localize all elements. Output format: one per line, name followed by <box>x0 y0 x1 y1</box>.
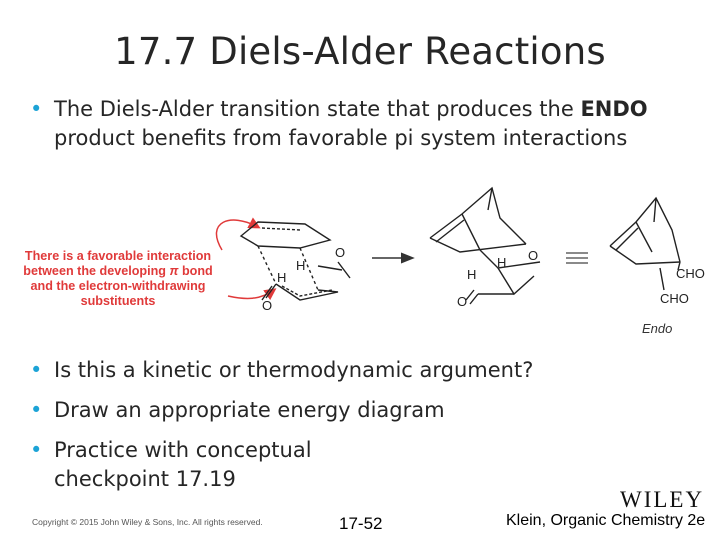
footer-copyright: Copyright © 2015 John Wiley & Sons, Inc. All rights reserved. <box>32 517 263 527</box>
endo-product-structure <box>610 198 680 290</box>
ts-h-upper-label: H <box>296 258 306 273</box>
callout-text: bond <box>178 264 213 278</box>
ts-h-lower-label: H <box>277 270 287 285</box>
callout-text: between the developing <box>23 264 170 278</box>
bullet-dot-icon: • <box>30 358 43 382</box>
page-number: 17-52 <box>339 514 383 533</box>
int-h-lower-label: H <box>467 267 477 282</box>
bullet-text: Draw an appropriate energy diagram <box>54 398 445 422</box>
bullet-dot-icon: • <box>30 438 43 462</box>
callout-arrow-upper <box>216 220 258 250</box>
favorable-interaction-callout <box>4 249 232 309</box>
footer-credit: Klein, Organic Chemistry 2e <box>506 512 706 529</box>
callout-line: There is a favorable interaction <box>24 249 212 263</box>
int-o-upper-label: O <box>528 248 539 263</box>
bullet-dot-icon: • <box>30 97 43 121</box>
callout-line: and the electron-withdrawing <box>30 279 206 293</box>
int-h-upper-label: H <box>497 255 507 270</box>
wiley-logo: WILEY <box>620 487 705 512</box>
ts-o-upper-label: O <box>335 245 346 260</box>
bullet-text: Practice with conceptual checkpoint 17.19 <box>54 438 312 491</box>
product-cho-upper: CHO <box>676 266 705 281</box>
bullet-text: Is this a kinetic or thermodynamic argument? <box>54 358 534 382</box>
pi-symbol: π <box>169 264 179 278</box>
endo-label: Endo <box>642 321 673 336</box>
bullet-dot-icon: • <box>30 398 43 422</box>
ts-o-lower-label: O <box>262 298 273 313</box>
slide-title: 17.7 Diels-Alder Reactions <box>114 30 606 73</box>
callout-line <box>4 264 232 279</box>
equivalent-sign <box>566 253 588 263</box>
bullet-bold-word: ENDO <box>580 97 648 121</box>
bullet-text-part: product benefits from favorable pi system interactions <box>54 126 628 150</box>
intermediate-structure <box>430 188 540 304</box>
bullet-text <box>54 95 714 153</box>
callout-line: substituents <box>80 294 156 308</box>
product-cho-lower: CHO <box>660 291 689 306</box>
bullet-text-part: The Diels-Alder transition state that produces the <box>54 97 581 121</box>
int-o-lower-label: O <box>457 294 468 309</box>
